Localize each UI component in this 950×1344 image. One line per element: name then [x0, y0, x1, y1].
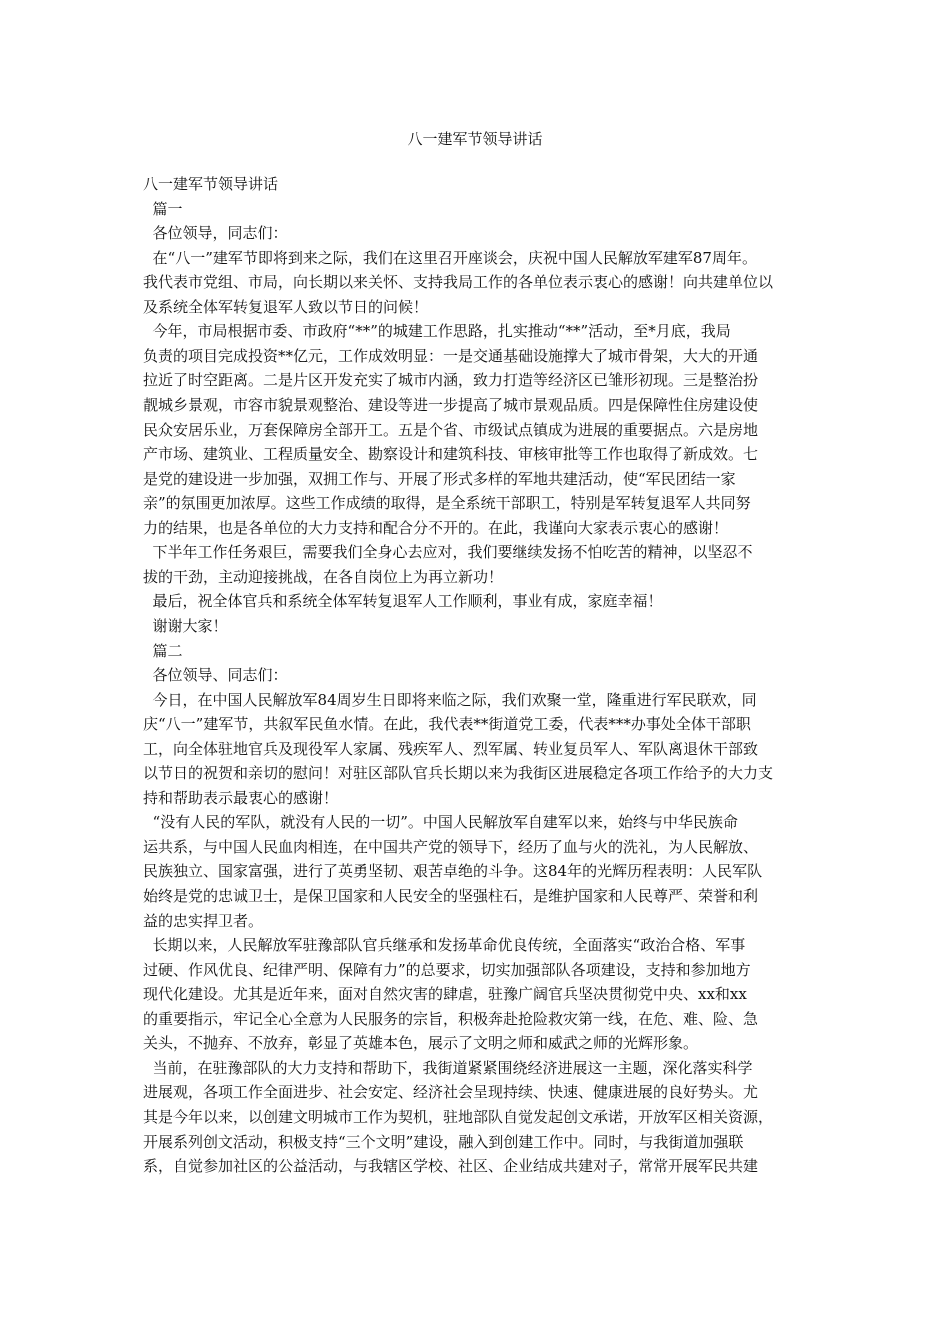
body-line: 产市场、建筑业、工程质量安全、勘察设计和建筑科技、审核审批等工作也取得了新成效。七 [143, 445, 759, 464]
body-line: 篇二 [143, 641, 183, 660]
body-line: 各位领导，同志们： [143, 224, 288, 243]
body-line: 八一建军节领导讲话 [143, 175, 279, 193]
body-line: 我代表市党组、市局，向长期以来关怀、支持我局工作的各单位表示衷心的感谢！向共建单位以 [143, 273, 774, 292]
body-line: 益的忠实捍卫者。 [143, 911, 264, 930]
body-line: 当前，在驻豫部队的大力支持和帮助下，我街道紧紧围绕经济进展这一主题，深化落实科学 [143, 1058, 753, 1077]
body-line: 民族独立、国家富强，进行了英勇坚韧、艰苦卓绝的斗争。这84年的光辉历程表明：人民军队 [143, 862, 763, 881]
body-line: 现代化建设。尤其是近年来，面对自然灾害的肆虐，驻豫广阔官兵坚决贯彻党中央、xx和xx [143, 985, 747, 1004]
body-line: 庆“八一”建军节，共叙军民鱼水情。在此，我代表**街道党工委，代表***办事处全体干部职 [143, 715, 751, 734]
body-line: 始终是党的忠诚卫士，是保卫国家和人民安全的坚强柱石，是维护国家和人民尊严、荣誉和利 [143, 887, 759, 905]
body-line: 及系统全体军转复退军人致以节日的问候！ [143, 297, 429, 316]
body-line: 长期以来，人民解放军驻豫部队官兵继承和发扬革命优良传统，全面落实“政治合格、军事 [143, 936, 746, 955]
body-line: 关头，不抛弃、不放弃，彰显了英雄本色，展示了文明之师和威武之师的光辉形象。 [143, 1034, 699, 1053]
body-line: 系，自觉参加社区的公益活动，与我辖区学校、社区、企业结成共建对子，常常开展军民共建 [143, 1157, 759, 1175]
body-line: 拔的干劲，主动迎接挑战，在各自岗位上为再立新功！ [143, 567, 504, 586]
body-line: 今年，市局根据市委、市政府“**”的城建工作思路，扎实推动“**”活动，至*月底，我局 [143, 322, 731, 341]
body-line: 过硬、作风优良、纪律严明、保障有力”的总要求，切实加强部队各项建设，支持和参加地方 [143, 960, 751, 979]
body-line: 其是今年以来，以创建文明城市工作为契机，驻地部队自觉发起创文承诺，开放军区相关资源， [143, 1107, 774, 1126]
body-line: 以节日的祝贺和亲切的慰问！对驻区部队官兵长期以来为我街区进展稳定各项工作给予的大力支 [143, 764, 774, 783]
body-line: 持和帮助表示最衷心的感谢！ [143, 788, 339, 807]
body-line: 开展系列创文活动，积极支持“三个文明”建设，融入到创建工作中。同时，与我街道加强联 [143, 1132, 744, 1151]
body-line: 的重要指示，牢记全心全意为人民服务的宗旨，积极奔赴抢险救灾第一线，在危、难、险、急 [143, 1009, 759, 1028]
body-line: 力的结果，也是各单位的大力支持和配合分不开的。在此，我谨向大家表示衷心的感谢！ [143, 518, 729, 537]
body-line: “没有人民的军队，就没有人民的一切”。中国人民解放军自建军以来，始终与中华民族命 [143, 813, 738, 832]
body-line: 各位领导、同志们： [143, 666, 288, 684]
document-title: 八一建军节领导讲话 [407, 130, 543, 148]
body-line: 亲”的氛围更加浓厚。这些工作成绩的取得，是全系统干部职工，特别是军转复退军人共同努 [143, 494, 751, 513]
body-line: 工，向全体驻地官兵及现役军人家属、残疾军人、烈军属、转业复员军人、军队离退休干部致 [143, 739, 759, 758]
body-line: 最后，祝全体官兵和系统全体军转复退军人工作顺利，事业有成，家庭幸福！ [143, 592, 663, 611]
body-line: 进展观，各项工作全面进步、社会安定、经济社会呈现持续、快速、健康进展的良好势头。尤 [143, 1083, 759, 1102]
body-line: 下半年工作任务艰巨，需要我们全身心去应对，我们要继续发扬不怕吃苦的精神，以坚忍不 [143, 543, 753, 562]
body-line: 靓城乡景观，市容市貌景观整治、建设等进一步提高了城市景观品质。四是保障性住房建设使 [143, 396, 759, 414]
body-line: 拉近了时空距离。二是片区开发充实了城市内涵，致力打造等经济区已雏形初现。三是整治扮 [143, 371, 759, 390]
body-line: 民众安居乐业，万套保障房全部开工。五是个省、市级试点镇成为进展的重要据点。六是房地 [143, 420, 759, 439]
body-line: 运共系，与中国人民血肉相连，在中国共产党的领导下，经历了血与火的洗礼，为人民解放、 [143, 837, 759, 856]
body-line: 是党的建设进一步加强，双拥工作与、开展了形式多样的军地共建活动，使“军民团结一家 [143, 469, 736, 488]
body-line: 谢谢大家！ [143, 616, 228, 635]
body-line: 负责的项目完成投资**亿元，工作成效明显：一是交通基础设施撑大了城市骨架，大大的开通 [143, 346, 759, 365]
body-line: 在“八一”建军节即将到来之际，我们在这里召开座谈会，庆祝中国人民解放军建军87周年。 [143, 248, 757, 267]
body-line: 篇一 [143, 199, 183, 218]
body-line: 今日，在中国人民解放军84周岁生日即将来临之际，我们欢聚一堂，隆重进行军民联欢，同 [143, 690, 757, 709]
